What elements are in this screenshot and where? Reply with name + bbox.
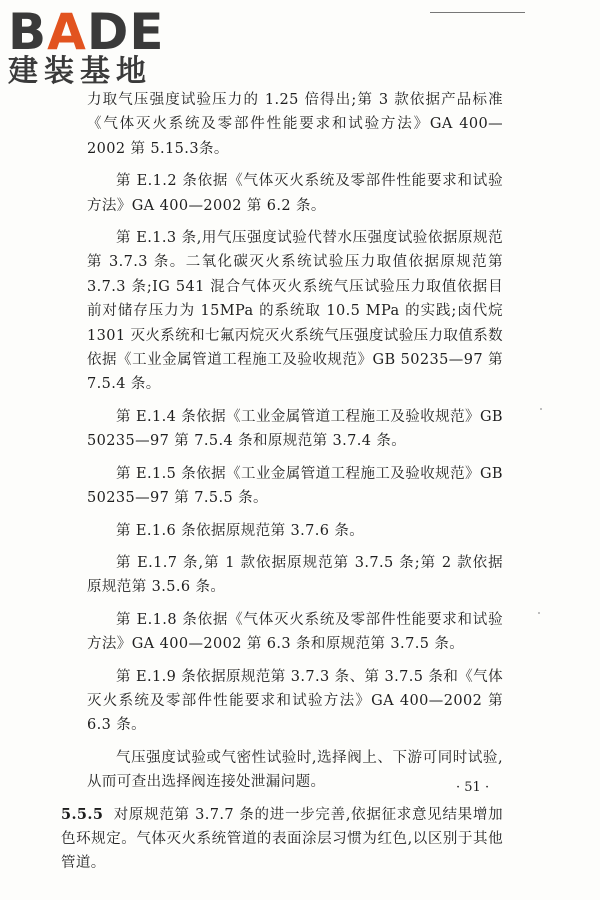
paragraph-e-1-2: 第 E.1.2 条依据《气体灭火系统及零部件性能要求和试验方法》GA 400—2002 第 6.2 条。 bbox=[87, 173, 503, 214]
scan-speck bbox=[540, 408, 542, 410]
paragraph-e-1-3: 第 E.1.3 条,用气压强度试验代替水压强度试验依据原规范第 3.7.3 条。二氧化碳灭火系统试验压力取值依据原规范第 3.7.3 条;IG 541 混合气体灭火系统气压试验压力取值依据目前对储存压力为 15MPa 的系统取 10.5 MPa 的实践;卤代烷 1301 灭火系统和七氟丙烷灭火系统气压强度试验压力取值系数依据《工业金属管道工程施工及验收规范》GB 50235—97 第 7.5.4 条。 bbox=[87, 230, 504, 393]
paragraph-pressure-test: 气压强度试验或气密性试验时,选择阀上、下游可同时试验,从而可查出选择阀连接处泄漏问题。 bbox=[87, 749, 503, 791]
page-body bbox=[61, 88, 504, 876]
section-text: 对原规范第 3.7.7 条的进一步完善,依据征求意见结果增加色环规定。气体灭火系统管道的表面涂层习惯为红色,以区别于其他管道。 bbox=[61, 806, 503, 872]
paragraph-e-1-4: 第 E.1.4 条依据《工业金属管道工程施工及验收规范》GB 50235—97 第 7.5.4 条和原规范第 3.7.4 条。 bbox=[87, 408, 503, 450]
section-number: 5.5.5 bbox=[61, 805, 104, 823]
paragraph-e-1-7: 第 E.1.7 条,第 1 款依据原规范第 3.7.5 条;第 2 款依据原规范第 3.5.6 条。 bbox=[87, 554, 503, 596]
page-number: · 51 · bbox=[456, 780, 490, 795]
paragraph-e-1-5: 第 E.1.5 条依据《工业金属管道工程施工及验收规范》GB 50235—97 第 7.5.5 条。 bbox=[87, 465, 503, 507]
logo-subtitle: 建装基地 bbox=[8, 54, 152, 89]
paragraph-continuation: 力取气压强度试验压力的 1.25 倍得出;第 3 款依据产品标准《气体灭火系统及零部件性能要求和试验方法》GA 400—2002 第 5.15.3条。 bbox=[87, 92, 503, 157]
top-rule bbox=[430, 12, 525, 13]
bade-logo bbox=[8, 4, 178, 88]
logo-wordmark: BADE bbox=[8, 3, 165, 61]
paragraph-e-1-8: 第 E.1.8 条依据《气体灭火系统及零部件性能要求和试验方法》GA 400—2002 第 6.3 条和原规范第 3.7.5 条。 bbox=[87, 611, 503, 653]
paragraph-e-1-9: 第 E.1.9 条依据原规范第 3.7.3 条、第 3.7.5 条和《气体灭火系统及零部件性能要求和试验方法》GA 400—2002 第 6.3 条。 bbox=[87, 668, 503, 734]
section-5-5-5 bbox=[61, 803, 503, 876]
paragraph-e-1-6: 第 E.1.6 条依据原规范第 3.7.6 条。 bbox=[116, 522, 365, 539]
scan-speck bbox=[538, 612, 540, 614]
